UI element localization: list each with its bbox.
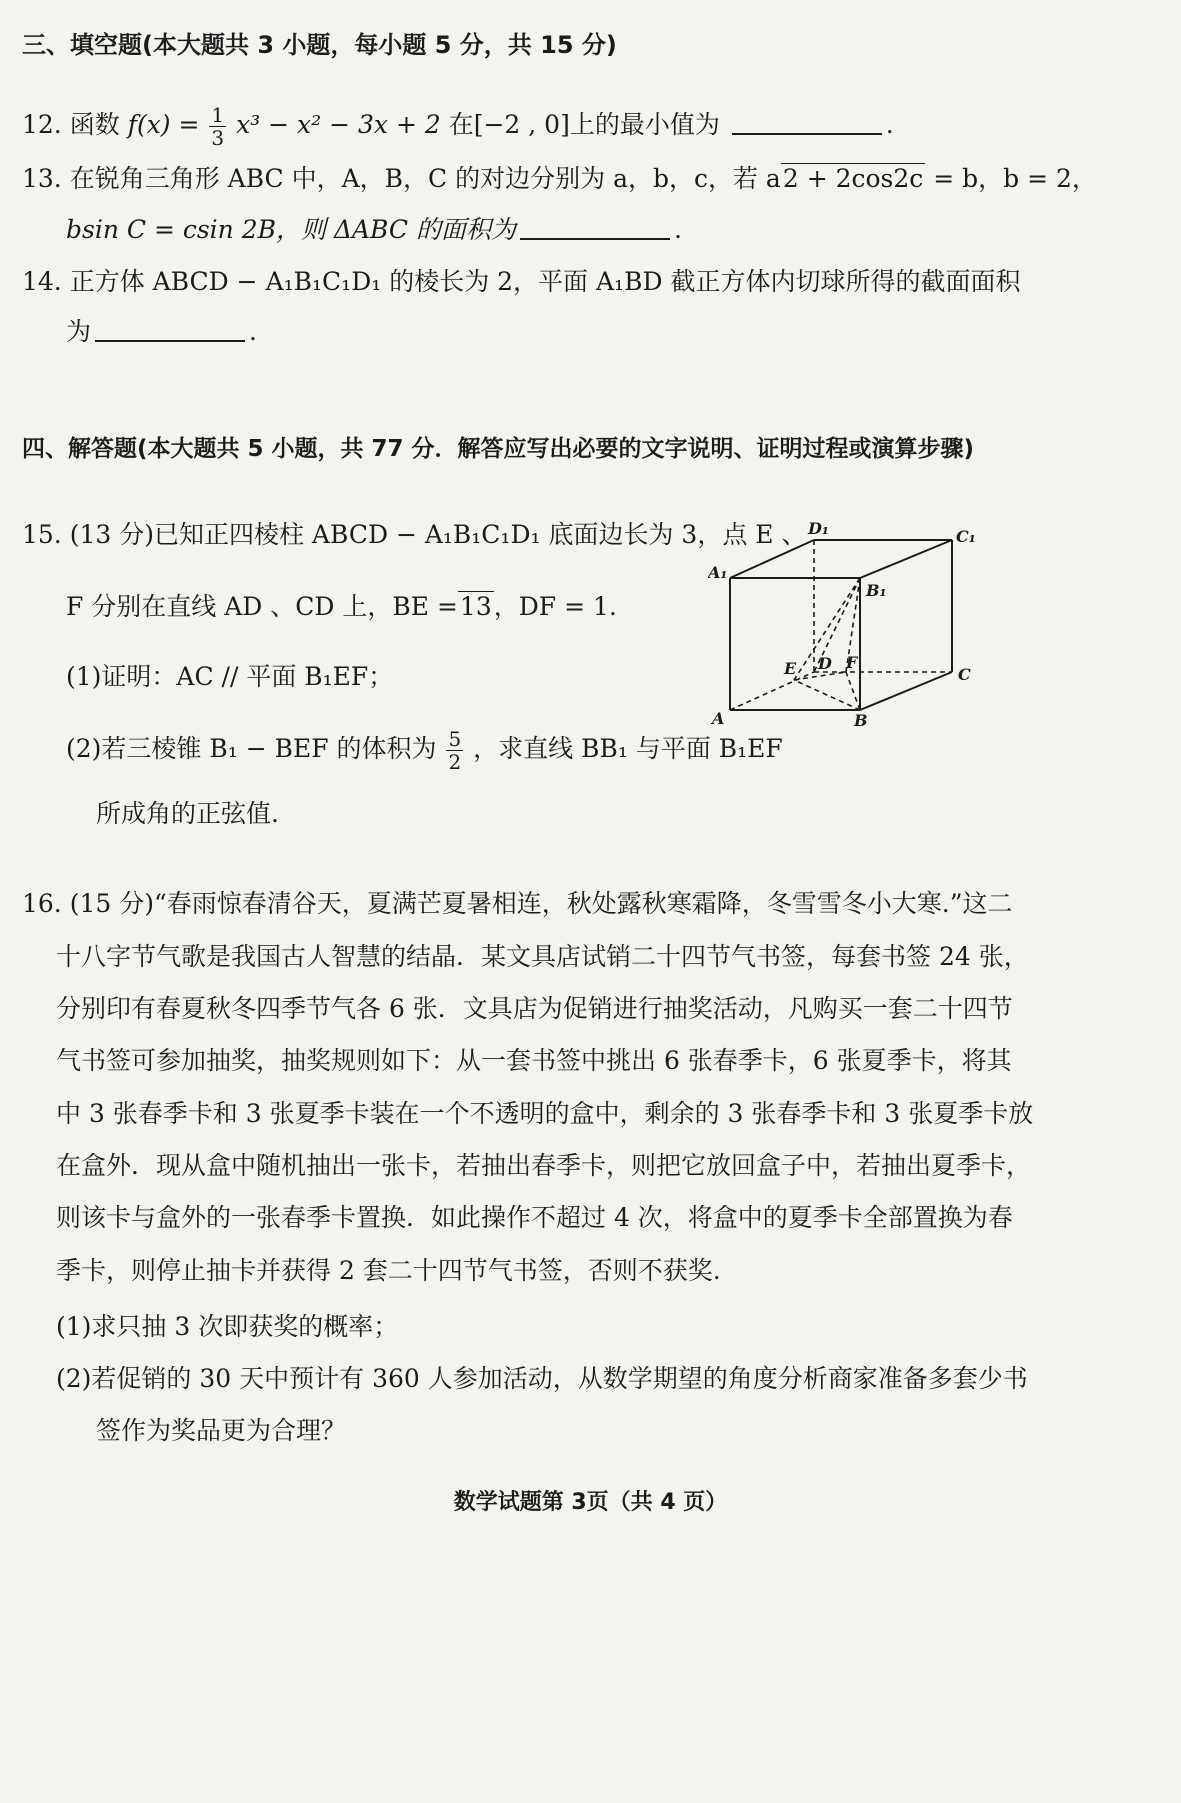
segment-e-f — [794, 672, 846, 680]
q15-part2 — [66, 728, 783, 773]
q16-line-6: 则该卡与盒外的一张春季卡置换．如此操作不超过 4 次，将盒中的夏季卡全部置换为春 — [56, 1203, 1013, 1232]
q15-number: 15. — [22, 520, 62, 549]
label-a1: A₁ — [708, 563, 728, 582]
edge-a1-d1 — [730, 540, 814, 578]
label-c: C — [958, 665, 971, 684]
q12-func: f(x) = — [127, 110, 200, 139]
label-b: B — [854, 711, 868, 730]
label-d1: D₁ — [808, 520, 829, 538]
q12-frac-den: 3 — [211, 126, 225, 150]
q12-number: 12. — [22, 110, 62, 139]
q16-part2-line1: (2)若促销的 30 天中预计有 360 人参加活动，从数学期望的角度分析商家准备多套少书 — [56, 1364, 1028, 1393]
question-16-line1 — [22, 887, 1013, 921]
q16-line-3: 气书签可参加抽奖，抽奖规则如下：从一套书签中挑出 6 张春季卡，6 张夏季卡，将其 — [56, 1046, 1012, 1075]
q12-fraction — [209, 104, 226, 149]
section3-heading: 三、填空题(本大题共 3 小题，每小题 5 分，共 15 分) — [22, 31, 617, 59]
q16-line-2: 分别印有春夏秋冬四季节气各 6 张．文具店为促销进行抽奖活动，凡购买一套二十四节 — [56, 994, 1013, 1023]
q14-answer-blank[interactable] — [95, 316, 245, 342]
question-12 — [22, 104, 894, 149]
section4-heading: 四、解答题(本大题共 5 小题，共 77 分．解答应写出必要的文字说明、证明过程或演算步骤) — [22, 436, 975, 462]
edge-b1-c1 — [860, 540, 952, 578]
question-15-line2 — [66, 590, 617, 624]
q15-fraction — [446, 728, 463, 773]
q16-line-1: 十八字节气歌是我国古人智慧的结晶．某文具店试销二十四节气书签，每套书签 24 张， — [56, 942, 1029, 971]
q16-part2-line2: 签作为奖品更为合理？ — [96, 1416, 347, 1445]
q16-part1: (1)求只抽 3 次即获奖的概率； — [56, 1312, 399, 1341]
label-b1: B₁ — [866, 581, 887, 600]
label-f: F — [846, 653, 858, 672]
question-13-line1 — [22, 162, 1097, 196]
q15-line2-b: ，DF = 1. — [493, 592, 617, 621]
q16-line-0: (15 分)“春雨惊春清谷天，夏满芒夏暑相连，秋处露秋寒霜降，冬雪雪冬小大寒.”这二 — [69, 889, 1013, 918]
q15-sqrt: 13 — [459, 592, 492, 621]
q13-line2: bsin C = csin 2B，则 ΔABC 的面积为 — [66, 215, 516, 244]
q12-text-before: 函数 — [69, 110, 120, 139]
q15-line1: (13 分)已知正四棱柱 ABCD − A₁B₁C₁D₁ 底面边长为 3，点 E 、 — [69, 520, 807, 549]
q15-part1: (1)证明：AC // 平面 B₁EF； — [66, 662, 394, 691]
q16-line-7: 季卡，则停止抽卡并获得 2 套二十四节气书签，否则不获奖. — [56, 1256, 721, 1285]
q15-line2-a: F 分别在直线 AD 、CD 上，BE = — [66, 592, 458, 621]
q13-sqrt: 2 + 2cos2c — [782, 164, 924, 193]
q13-end: . — [673, 215, 682, 244]
q14-end: . — [249, 317, 257, 346]
q16-line-4: 中 3 张春季卡和 3 张夏季卡装在一个不透明的盒中，剩余的 3 张春季卡和 3 张夏季卡放 — [56, 1099, 1034, 1128]
edge-b-c — [860, 672, 952, 710]
q13-number: 13. — [22, 164, 62, 193]
label-e: E — [784, 659, 797, 678]
question-13-line2 — [66, 213, 682, 247]
q15-frac-den: 2 — [448, 750, 462, 774]
q12-frac-num: 1 — [211, 103, 225, 127]
q15-part2-a: (2)若三棱锥 B₁ − BEF 的体积为 — [66, 734, 437, 763]
q16-line-5: 在盒外．现从盒中随机抽出一张卡，若抽出春季卡，则把它放回盒子中，若抽出夏季卡， — [56, 1151, 1032, 1180]
q13-line1-b: = b，b = 2， — [933, 164, 1097, 193]
q14-line1: 正方体 ABCD − A₁B₁C₁D₁ 的棱长为 2，平面 A₁BD 截正方体内切球所得的截面面积 — [69, 267, 1021, 296]
q13-answer-blank[interactable] — [520, 214, 670, 240]
label-a: A — [712, 709, 725, 728]
q15-frac-num: 5 — [448, 727, 462, 751]
q15-part2-line2: 所成角的正弦值. — [96, 799, 279, 828]
cube-diagram — [708, 520, 988, 740]
q12-text-middle: 在[−2 , 0]上的最小值为 — [448, 110, 720, 139]
q12-end: . — [885, 110, 894, 139]
question-14-line2 — [66, 315, 257, 349]
q12-answer-blank[interactable] — [732, 109, 882, 135]
q13-line1-a: 在锐角三角形 ABC 中，A，B，C 的对边分别为 a，b，c，若 a — [69, 164, 781, 193]
q15-part2-b: ，求直线 BB₁ 与平面 B₁EF — [473, 734, 783, 763]
page-footer: 数学试题第 3页（共 4 页） — [453, 1490, 728, 1515]
q16-number: 16. — [22, 889, 62, 918]
q12-expr: x³ − x² − 3x + 2 — [236, 110, 441, 139]
edge-a-d — [730, 672, 814, 710]
question-15-line1 — [22, 518, 806, 552]
q14-line2: 为 — [66, 317, 92, 346]
label-c1: C₁ — [956, 527, 976, 546]
label-d: D — [818, 654, 832, 673]
q14-number: 14. — [22, 267, 62, 296]
question-14-line1 — [22, 265, 1020, 299]
